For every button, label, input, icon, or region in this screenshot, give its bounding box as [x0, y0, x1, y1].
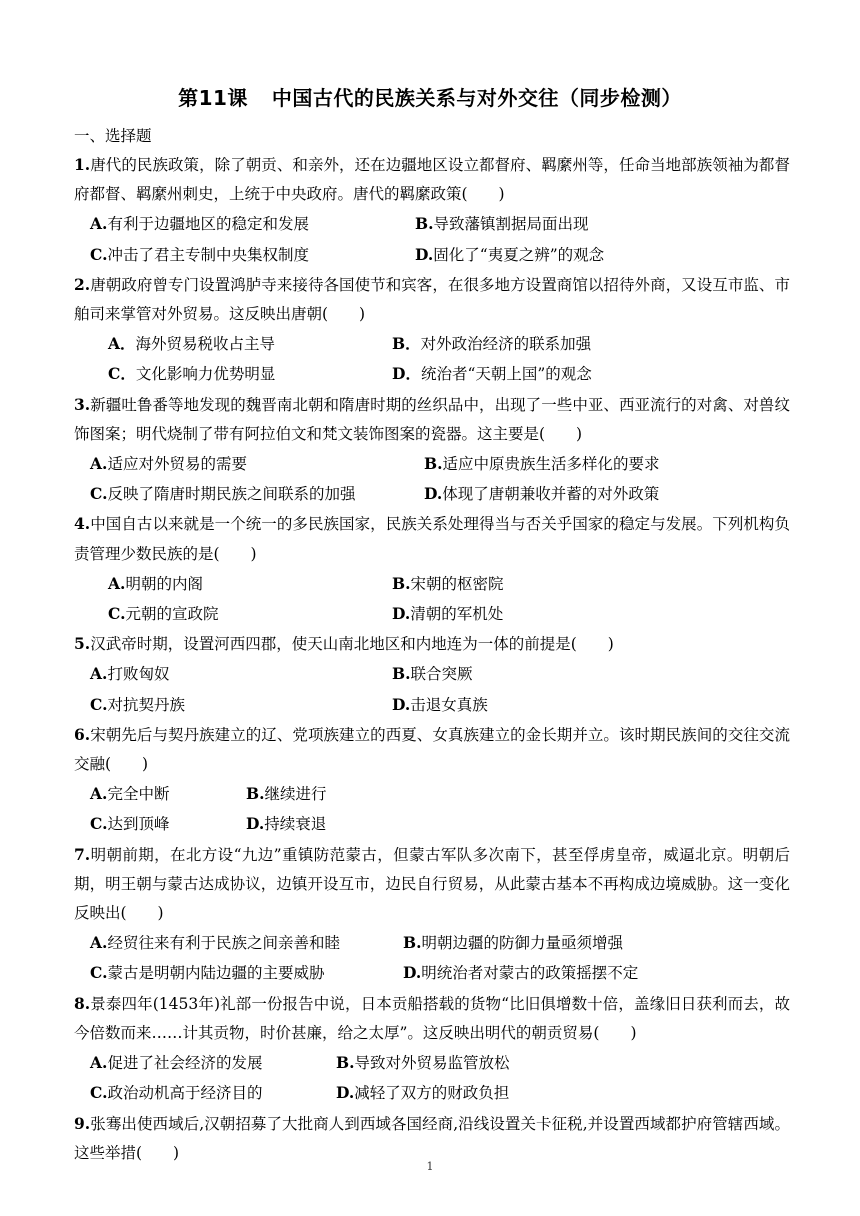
options-row: [74, 779, 790, 809]
option-d[interactable]: [246, 809, 326, 839]
option-text: 文化影响力优势明显: [135, 365, 276, 384]
option-letter: D.: [424, 484, 443, 504]
option-letter: A.: [90, 664, 108, 684]
option-d[interactable]: [392, 359, 592, 389]
option-letter: A.: [90, 1053, 108, 1073]
question-text: 新疆吐鲁番等地发现的魏晋南北朝和隋唐时期的丝织品中，出现了一些中亚、西亚流行的对禽、对兽纹饰图案；明代烧制了带有阿拉伯文和梵文装饰图案的瓷器。这主要是( ): [74, 395, 790, 443]
question-text: 明朝前期，在北方设“九边”重镇防范蒙古，但蒙古军队多次南下，甚至俘虏皇帝，威逼北京。明朝后期，明王朝与蒙古达成协议，边镇开设互市，边民自行贸易，从此蒙古基本不再构成边境威胁。这一变化反映出( ): [74, 845, 790, 923]
option-text: 适应中原贵族生活多样化的要求: [442, 455, 660, 474]
option-text: 统治者“天朝上国”的观念: [420, 365, 592, 384]
question-number: 1.: [74, 155, 91, 174]
option-a[interactable]: [90, 1048, 336, 1078]
option-letter: D.: [246, 814, 265, 834]
option-c[interactable]: [90, 958, 403, 988]
option-text: 继续进行: [264, 785, 327, 804]
option-letter: C．: [108, 364, 136, 384]
question-stem: [74, 1109, 790, 1168]
option-letter: B.: [246, 784, 265, 804]
option-letter: C.: [90, 244, 108, 264]
option-c[interactable]: [90, 240, 415, 270]
option-letter: B.: [415, 214, 434, 234]
question-stem: [74, 390, 790, 449]
option-text: 联合突厥: [410, 665, 473, 684]
question-number: 5.: [74, 634, 91, 654]
question-number: 4.: [74, 514, 91, 534]
option-text: 促进了社会经济的发展: [107, 1054, 263, 1073]
option-letter: D.: [392, 694, 411, 714]
option-a[interactable]: [108, 569, 392, 599]
question-7: [74, 840, 790, 989]
option-text: 有利于边疆地区的稳定和发展: [107, 215, 309, 234]
option-letter: D.: [415, 244, 434, 264]
option-letter: A.: [108, 573, 126, 593]
option-letter: B．: [392, 334, 421, 354]
option-d[interactable]: [424, 479, 659, 509]
section-heading: 一、选择题: [74, 127, 152, 145]
question-number: 2.: [74, 274, 91, 294]
option-letter: C.: [90, 963, 108, 983]
option-letter: A.: [90, 784, 108, 804]
option-a[interactable]: [108, 329, 392, 359]
option-letter: A．: [108, 334, 136, 354]
page-number: 1: [426, 1160, 434, 1173]
option-c[interactable]: [90, 479, 424, 509]
option-text: 海外贸易税收占主导: [135, 335, 276, 354]
question-text: 唐朝政府曾专门设置鸿胪寺来接待各国使节和宾客，在很多地方设置商馆以招待外商，又设互市监、市舶司来掌管对外贸易。这反映出唐朝( ): [74, 275, 790, 324]
question-text: 景泰四年(1453年)礼部一份报告中说，日本贡船搭载的货物“比旧俱增数十倍，盖缘旧日获利而去，故今倍数而来……计其贡物，时价甚廉，给之太厚”。这反映出明代的朝贡贸易( ): [74, 994, 790, 1042]
question-text: 宋朝先后与契丹族建立的辽、党项族建立的西夏、女真族建立的金长期并立。该时期民族间的交往交流交融( ): [74, 725, 790, 774]
option-text: 完全中断: [107, 785, 170, 804]
option-text: 清朝的军机处: [410, 605, 504, 624]
option-b[interactable]: [392, 329, 591, 359]
option-d[interactable]: [403, 958, 638, 988]
option-b[interactable]: [424, 449, 660, 479]
options-row: [74, 1078, 790, 1108]
options-row: [74, 690, 790, 720]
option-text: 减轻了双方的财政负担: [354, 1084, 510, 1103]
option-letter: D．: [392, 364, 421, 384]
option-text: 达到顶峰: [107, 815, 170, 834]
option-b[interactable]: [246, 779, 327, 809]
options-row: [74, 479, 790, 509]
question-8: [74, 989, 790, 1109]
option-letter: D.: [336, 1083, 355, 1103]
option-letter: B.: [392, 664, 411, 684]
option-text: 明朝边疆的防御力量亟须增强: [421, 934, 624, 953]
question-number: 8.: [74, 993, 91, 1013]
option-letter: C.: [90, 694, 108, 714]
option-letter: A.: [90, 214, 108, 234]
options-row: [74, 599, 790, 629]
lesson-number: 第11课: [178, 86, 248, 110]
option-letter: B.: [392, 573, 411, 593]
question-number: 3.: [74, 394, 91, 414]
question-1: [74, 150, 790, 270]
option-text: 冲击了君主专制中央集权制度: [107, 245, 309, 264]
option-text: 击退女真族: [410, 695, 488, 714]
question-stem: [74, 840, 790, 929]
option-letter: C.: [90, 814, 108, 834]
option-c[interactable]: [90, 809, 246, 839]
question-stem: [74, 150, 790, 209]
question-text: 唐代的民族政策，除了朝贡、和亲外，还在边疆地区设立都督府、羁縻州等，任命当地部族领袖为都督府都督、羁縻州刺史，上统于中央政府。唐代的羁縻政策( ): [74, 156, 790, 204]
option-text: 打败匈奴: [107, 665, 170, 684]
question-6: [74, 720, 790, 840]
option-d[interactable]: [392, 599, 503, 629]
option-c[interactable]: [90, 1078, 336, 1108]
option-text: 适应对外贸易的需要: [107, 455, 247, 474]
options-row: [74, 329, 790, 359]
option-text: 导致对外贸易监管放松: [354, 1054, 510, 1073]
options-row: [74, 359, 790, 389]
option-text: 明朝的内阁: [125, 574, 203, 593]
option-c[interactable]: [90, 690, 392, 720]
option-text: 明统治者对蒙古的政策摇摆不定: [421, 964, 639, 983]
option-letter: B.: [403, 933, 422, 953]
options-row: [74, 209, 790, 239]
option-a[interactable]: [90, 209, 415, 239]
option-letter: C.: [90, 484, 108, 504]
option-text: 固化了“夷夏之辨”的观念: [433, 245, 605, 264]
option-b[interactable]: [392, 569, 504, 599]
page-title: [0, 82, 860, 111]
question-4: [74, 509, 790, 629]
option-letter: C.: [90, 1083, 108, 1103]
question-9: [74, 1109, 790, 1168]
option-text: 持续衰退: [264, 815, 327, 834]
option-d[interactable]: [336, 1078, 509, 1108]
question-list: [74, 150, 790, 1168]
option-text: 体现了唐朝兼收并蓄的对外政策: [442, 485, 660, 504]
option-letter: D.: [403, 963, 422, 983]
question-number: 7.: [74, 844, 91, 864]
option-c[interactable]: [108, 599, 392, 629]
option-b[interactable]: [392, 659, 473, 689]
question-text: 汉武帝时期，设置河西四郡，使天山南北地区和内地连为一体的前提是( ): [90, 635, 614, 654]
option-letter: B.: [424, 454, 443, 474]
options-row: [74, 1048, 790, 1078]
option-a[interactable]: [90, 449, 424, 479]
option-text: 导致藩镇割据局面出现: [433, 215, 589, 234]
option-letter: A.: [90, 454, 108, 474]
option-text: 反映了隋唐时期民族之间联系的加强: [107, 485, 356, 504]
question-number: 9.: [74, 1113, 91, 1133]
question-stem: [74, 720, 790, 779]
option-b[interactable]: [415, 209, 589, 239]
options-row: [74, 240, 790, 270]
options-row: [74, 958, 790, 988]
option-letter: D.: [392, 604, 411, 624]
option-text: 对抗契丹族: [107, 695, 185, 714]
question-text: 张骞出使西域后,汉朝招募了大批商人到西域各国经商,沿线设置关卡征税,并设置西域都护府管辖西域。这些举措( ): [74, 1114, 790, 1162]
question-stem: [74, 509, 790, 568]
question-2: [74, 270, 790, 390]
option-letter: B.: [336, 1053, 355, 1073]
option-text: 蒙古是明朝内陆边疆的主要威胁: [107, 964, 325, 983]
options-row: [74, 449, 790, 479]
option-text: 经贸往来有利于民族之间亲善和睦: [107, 934, 340, 953]
lesson-topic: 中国古代的民族关系与对外交往（同步检测）: [271, 86, 682, 110]
question-stem: [74, 270, 790, 329]
option-d[interactable]: [392, 690, 488, 720]
options-row: [74, 928, 790, 958]
option-a[interactable]: [90, 928, 403, 958]
question-5: [74, 629, 790, 720]
option-text: 宋朝的枢密院: [410, 574, 504, 593]
question-stem: [74, 989, 790, 1048]
option-d[interactable]: [415, 240, 604, 270]
option-text: 对外政治经济的联系加强: [420, 335, 592, 354]
options-row: [74, 569, 790, 599]
option-a[interactable]: [90, 779, 246, 809]
option-b[interactable]: [403, 928, 623, 958]
question-stem: [74, 629, 790, 659]
option-b[interactable]: [336, 1048, 510, 1078]
question-3: [74, 390, 790, 510]
option-c[interactable]: [108, 359, 392, 389]
option-a[interactable]: [90, 659, 392, 689]
options-row: [74, 809, 790, 839]
options-row: [74, 659, 790, 689]
question-number: 6.: [74, 724, 91, 744]
option-text: 政治动机高于经济目的: [107, 1084, 263, 1103]
question-text: 中国自古以来就是一个统一的多民族国家，民族关系处理得当与否关乎国家的稳定与发展。下列机构负责管理少数民族的是( ): [74, 515, 790, 563]
option-letter: C.: [108, 604, 126, 624]
option-text: 元朝的宣政院: [125, 605, 219, 624]
option-letter: A.: [90, 933, 108, 953]
